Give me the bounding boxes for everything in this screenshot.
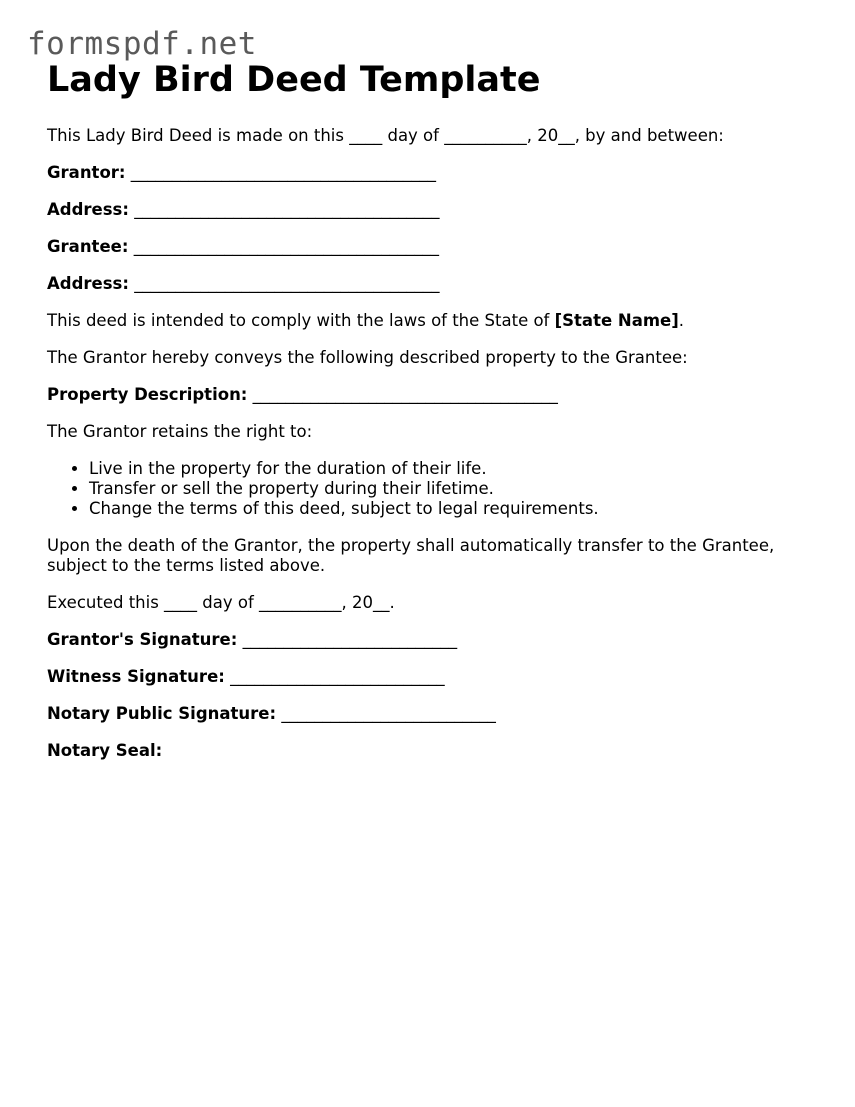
grantor-signature-field	[47, 630, 807, 650]
notary-signature-blank[interactable]: __________________________	[281, 704, 496, 723]
grantee-address-field	[47, 274, 807, 294]
list-item: • Change the terms of this deed, subject to legal requirements.	[89, 499, 807, 519]
law-suffix: .	[678, 311, 685, 330]
grantee-label: Grantee:	[47, 237, 129, 256]
list-item: • Live in the property for the duration of their life.	[89, 459, 807, 479]
grantor-address-field	[47, 200, 807, 220]
grantor-address-label: Address:	[47, 200, 129, 219]
state-name: [State Name]	[554, 311, 679, 330]
rights-list	[47, 459, 807, 519]
property-description-label: Property Description:	[47, 385, 248, 404]
document-body	[47, 58, 807, 778]
intro-text: This Lady Bird Deed is made on this ____ day of __________, 20__, by and between:	[47, 126, 724, 145]
list-item: • Transfer or sell the property during their lifetime.	[89, 479, 807, 499]
death-clause: Upon the death of the Grantor, the property shall automatically transfer to the Grantee, subject to the terms listed above.	[47, 536, 775, 575]
property-description-blank[interactable]: _____________________________________	[252, 385, 558, 404]
notary-signature-label: Notary Public Signature:	[47, 704, 277, 723]
grantee-blank[interactable]: _____________________________________	[133, 237, 439, 256]
notary-seal-label: Notary Seal:	[47, 741, 163, 760]
grantee-address-blank[interactable]: _____________________________________	[134, 274, 440, 293]
executed-text: Executed this ____ day of __________, 20__.	[47, 593, 395, 612]
notary-seal-field	[47, 741, 807, 761]
property-description-field	[47, 385, 807, 405]
grantor-signature-label: Grantor's Signature:	[47, 630, 238, 649]
witness-signature-label: Witness Signature:	[47, 667, 225, 686]
witness-signature-field	[47, 667, 807, 687]
grantee-address-label: Address:	[47, 274, 129, 293]
grantor-blank[interactable]: _____________________________________	[130, 163, 437, 182]
document-title: Lady Bird Deed Template	[47, 60, 541, 100]
law-prefix: This deed is intended to comply with the laws of the State of	[47, 311, 550, 330]
grantor-label: Grantor:	[47, 163, 126, 182]
conveys-text: The Grantor hereby conveys the following described property to the Grantee:	[47, 348, 688, 367]
witness-signature-blank[interactable]: __________________________	[230, 667, 445, 686]
grantor-address-blank[interactable]: _____________________________________	[134, 200, 440, 219]
grantee-field	[47, 237, 807, 257]
grantor-field	[47, 163, 807, 183]
law-statement	[47, 311, 807, 331]
watermark: formspdf.net	[27, 26, 257, 62]
retains-text: The Grantor retains the right to:	[47, 422, 313, 441]
notary-signature-field	[47, 704, 807, 724]
grantor-signature-blank[interactable]: __________________________	[242, 630, 458, 649]
